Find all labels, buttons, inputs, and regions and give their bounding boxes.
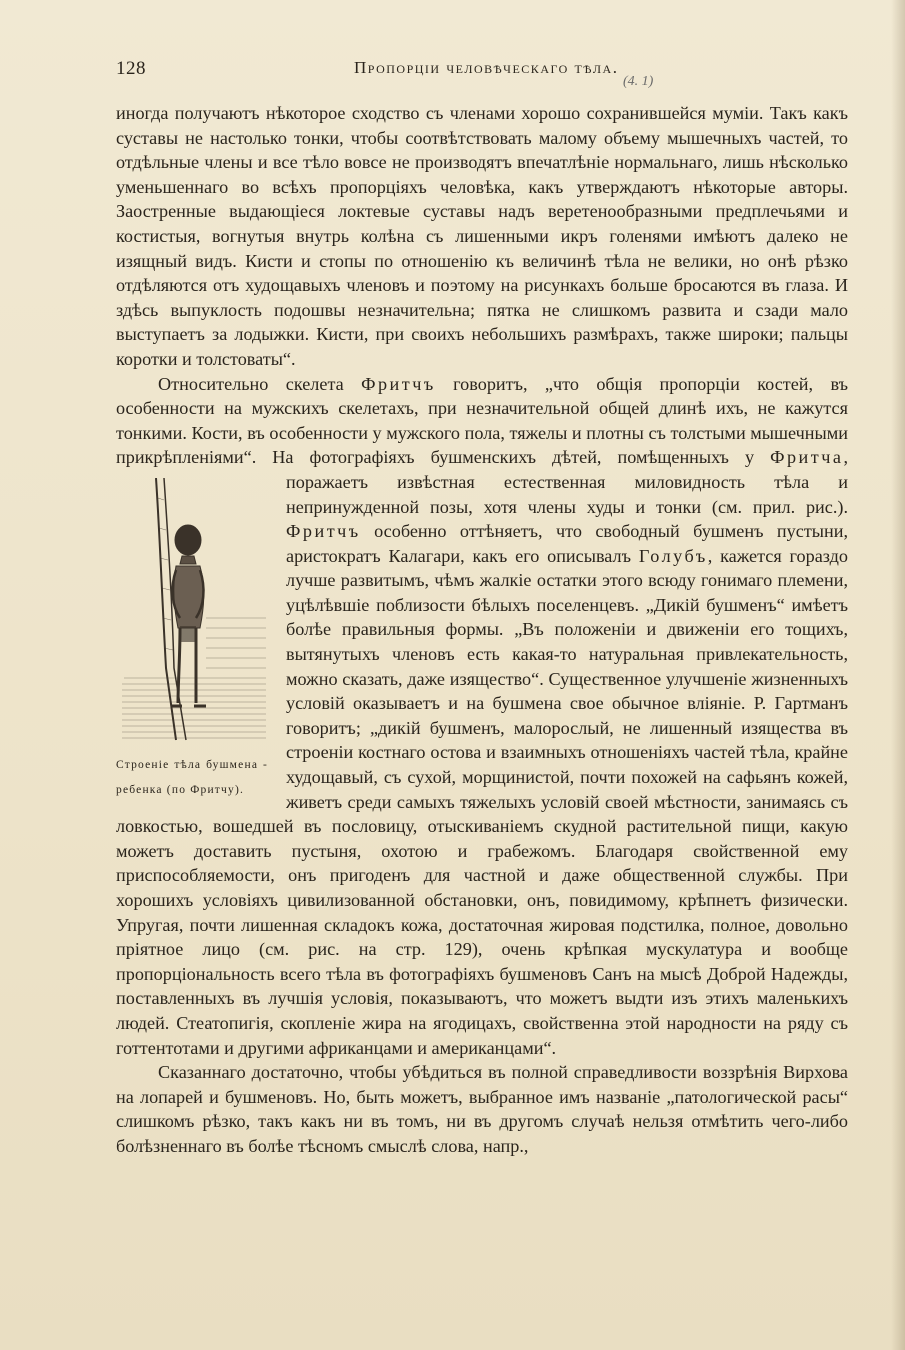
page-header: [116, 58, 846, 89]
running-title: Пропорціи человѣческаго тѣла.: [354, 58, 619, 77]
page-edge-shadow: [891, 0, 905, 1350]
page-number: 128: [116, 58, 146, 79]
p2-text-a: Относительно скелета: [158, 373, 362, 394]
bushman-child-engraving: [116, 478, 268, 750]
author-name-fritsch-2: Фритча: [770, 447, 844, 468]
author-name-holub: Голубъ: [638, 545, 708, 566]
figure-bushman-child: [116, 478, 268, 802]
body-text: [116, 101, 848, 1159]
p2-text-c: , поражаетъ извѣстная естественная миловидность тѣла и непринужденной позы, хотя члены худы и тонки (см. прил. рис.).: [286, 447, 848, 517]
p2-text-b: говоритъ, „что общія пропорціи костей, въ особенности на мужскихъ скелетахъ, при незначительной общей длинѣ ихъ, не кажутся тонкими. Кости, въ особенности у мужского пола, тяжелы и плотны съ толстыми мышечными прикрѣпленіями“. На фотографіяхъ бушменскихъ дѣтей, помѣщенныхъ у: [116, 373, 848, 468]
p2-text-d: особенно оттѣняетъ, что свободный бушменъ пустыни, аристократъ Калагари, какъ его описывалъ: [286, 521, 848, 566]
paragraph-3: Сказаннаго достаточно, чтобы убѣдиться въ полной справедливости воззрѣнія Вирхова на лопарей и бушменовъ. Но, быть можетъ, выбранное имъ названіе „патологической расы“ слишкомъ рѣзко, такъ какъ ни въ томъ, ни въ другомъ случаѣ нельзя отмѣтить чего-либо болѣзненнаго въ болѣе тѣсномъ смыслѣ слова, напр.,: [116, 1062, 848, 1156]
paragraph-2: [116, 372, 848, 1061]
p2-text-e: , кажется гораздо лучше развитымъ, чѣмъ жалкіе остатки этого всюду гонимаго племени, уцѣлѣвшіе поблизости бѣлыхъ поселенцевъ. „Дикій бушменъ“ имѣетъ болѣе правильныя формы. „Въ положеніи и движеніи его тощихъ, вытянутыхъ членовъ есть какая-то натуральная привлекательность, можно сказать, даже изящество“. Существенное улучшеніе жизненныхъ условій оказываетъ и на бушмена свое обычное вліяніе. Р. Гартманъ говоритъ; „дикій бушменъ, малорослый, не лишенный изящества въ строеніи костнаго остова и взаимныхъ отношеніяхъ частей тѣла, крайне худощавый, съ сухой, морщинистой, почти похожей на сафьянъ кожей, живетъ среди самыхъ тяжелыхъ условій своей мѣстности, занимаясь съ ловкостью, вошедшей въ пословицу, отыскиваніемъ скудной растительной пищи, какую можетъ доставить пустыня, охотою и грабежомъ. Благодаря свойственной ему приспособляемости, онъ пригоденъ для частной и даже общественной службы. При хорошихъ условіяхъ цивилизованной обстановки, онъ, повидимому, крѣпнетъ физически. Упругая, почти лишенная складокъ кожа, достаточная жировая подстилка, полное, довольно пріятное лицо (см. рис. на стр. 129), очень крѣпкая мускулатура и вообще пропорціональность всего тѣла въ фотографіяхъ бушменовъ Санъ на мысѣ Доброй Надежды, поставленныхъ въ лучшія условія, показываютъ, что можетъ выдти изъ этихъ маленькихъ людей. Стеатопигія, скопленіе жира на ягодицахъ, свойственна этой народности на ряду съ готтентотами и другими африканцами и американцами“.: [116, 545, 848, 1058]
author-name-fritsch: Фритчъ: [361, 373, 436, 394]
author-name-fritsch-3: Фритчъ: [286, 521, 361, 542]
pencil-annotation: (4. 1): [623, 74, 654, 89]
figure-caption: Строеніе тѣла бушмена - ребенка (по Фритчу).: [116, 758, 268, 796]
paragraph-1: иногда получаютъ нѣкоторое сходство съ членами хорошо сохранившейся муміи. Такъ какъ суставы не настолько тонки, чтобы соотвѣтствовать малому объему мышечныхъ частей, то отдѣльные члены и все тѣло вовсе не производятъ впечатлѣніе нормальнаго, лишь нѣсколько уменьшеннаго во всѣхъ пропорціяхъ человѣка, какъ утверждаютъ нѣкоторые авторы. Заостренные выдающіеся локтевые суставы надъ веретенообразными предплечьями и костистыя, вогнутыя внутрь колѣна съ лишенными икръ голенями имѣютъ далеко не изящный видъ. Кисти и стопы по отношенію къ величинѣ тѣла не велики, но онѣ рѣзко отдѣляются отъ худощавыхъ членовъ и поэтому на рисункахъ больше бросаются въ глаза. И здѣсь выпуклость подошвы незначительна; пятка не слишкомъ развита и сзади мало выступаетъ за лодыжки. Кисти, при своихъ небольшихъ размѣрахъ, также широки; пальцы коротки и толстоваты“.: [116, 103, 848, 369]
